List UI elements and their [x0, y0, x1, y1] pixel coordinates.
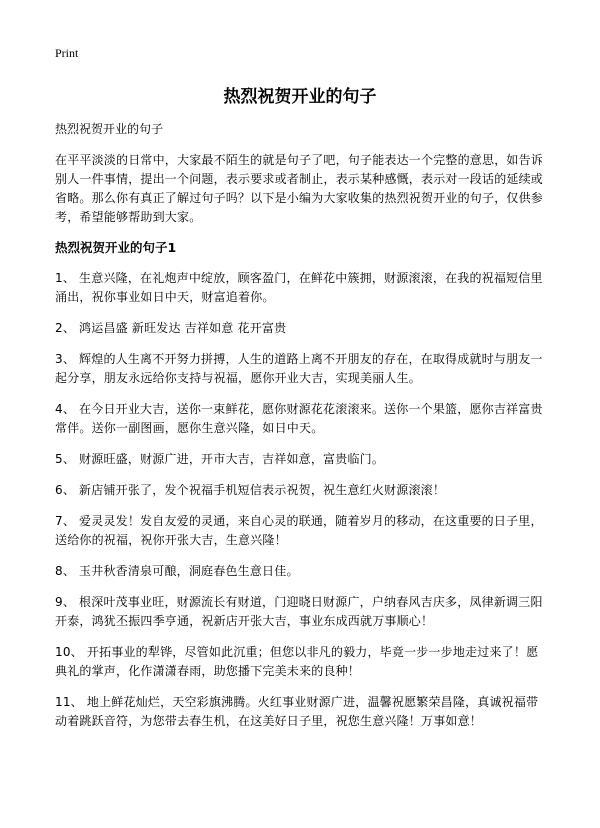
list-item-6: 6、 新店铺开张了，发个祝福手机短信表示祝贺，祝生意红火财源滚滚！: [55, 483, 446, 497]
list-item-3: 3、 辉煌的人生离不开努力拼搏，人生的道路上离不开朋友的存在，在取得成就时与朋友一起分享，朋友永远给你支持与祝福，愿你开业大吉，实现美丽人生。: [55, 352, 543, 385]
list-item-10: 10、 开拓事业的犁铧，尽管如此沉重；但您以非凡的毅力，毕竟一步一步地走过来了！愿典礼的掌声，化作潇潇春雨，助您播下完美未来的良种！: [55, 645, 539, 678]
article-body: [55, 120, 550, 743]
list-item-5: 5、 财源旺盛，财源广进，开市大吉，吉祥如意，富贵临门。: [55, 452, 385, 466]
list-item-2: 2、 鸿运昌盛 新旺发达 吉祥如意 花开富贵: [55, 321, 287, 335]
print-link[interactable]: Print: [55, 46, 79, 60]
section-heading: 热烈祝贺开业的句子1: [55, 240, 177, 255]
list-item-1: 1、 生意兴隆，在礼炮声中绽放，顾客盈门，在鲜花中簇拥，财源滚滚，在我的祝福短信里涌出，祝你事业如日中天，财富追着你。: [55, 271, 543, 304]
page-title: 热烈祝贺开业的句子: [223, 87, 377, 107]
article-subtitle: 热烈祝贺开业的句子: [55, 122, 164, 136]
list-item-8: 8、 玉井秋香清泉可酿，洞庭春色生意日佳。: [55, 564, 299, 578]
list-item-4: 4、 在今日开业大吉，送你一束鲜花，愿你财源花花滚滚来。送你一个果篮，愿你吉祥富贵常伴。送你一副图画，愿你生意兴隆，如日中天。: [55, 402, 543, 435]
intro-paragraph: 在平平淡淡的日常中，大家最不陌生的就是句子了吧，句子能表达一个完整的意思，如告诉别人一件事情，提出一个问题，表示要求或者制止，表示某种感慨，表示对一段话的延续或省略。那么你有真正了解过句子吗？以下是小编为大家收集的热烈祝贺开业的句子，仅供参考，希望能够帮助到大家。: [55, 153, 544, 224]
list-item-11: 11、 地上鲜花灿烂，天空彩旗沸腾。火红事业财源广进，温馨祝愿繁荣昌隆，真诚祝福带动着跳跃音符，为您带去春生机，在这美好日子里，祝您生意兴隆！万事如意！: [55, 695, 539, 728]
list-item-9: 9、 根深叶茂事业旺，财源流长有财道，门迎晓日财源广，户纳春风吉庆多，凤律新调三阳开泰，鸿犹丕振四季亨通，祝新店开张大吉，事业东成西就万事顺心！: [55, 595, 543, 628]
list-item-7: 7、 爱灵灵发！发自友爱的灵通，来自心灵的联通，随着岁月的移动，在这重要的日子里，送给你的祝福，祝你开张大吉，生意兴隆！: [55, 514, 543, 547]
